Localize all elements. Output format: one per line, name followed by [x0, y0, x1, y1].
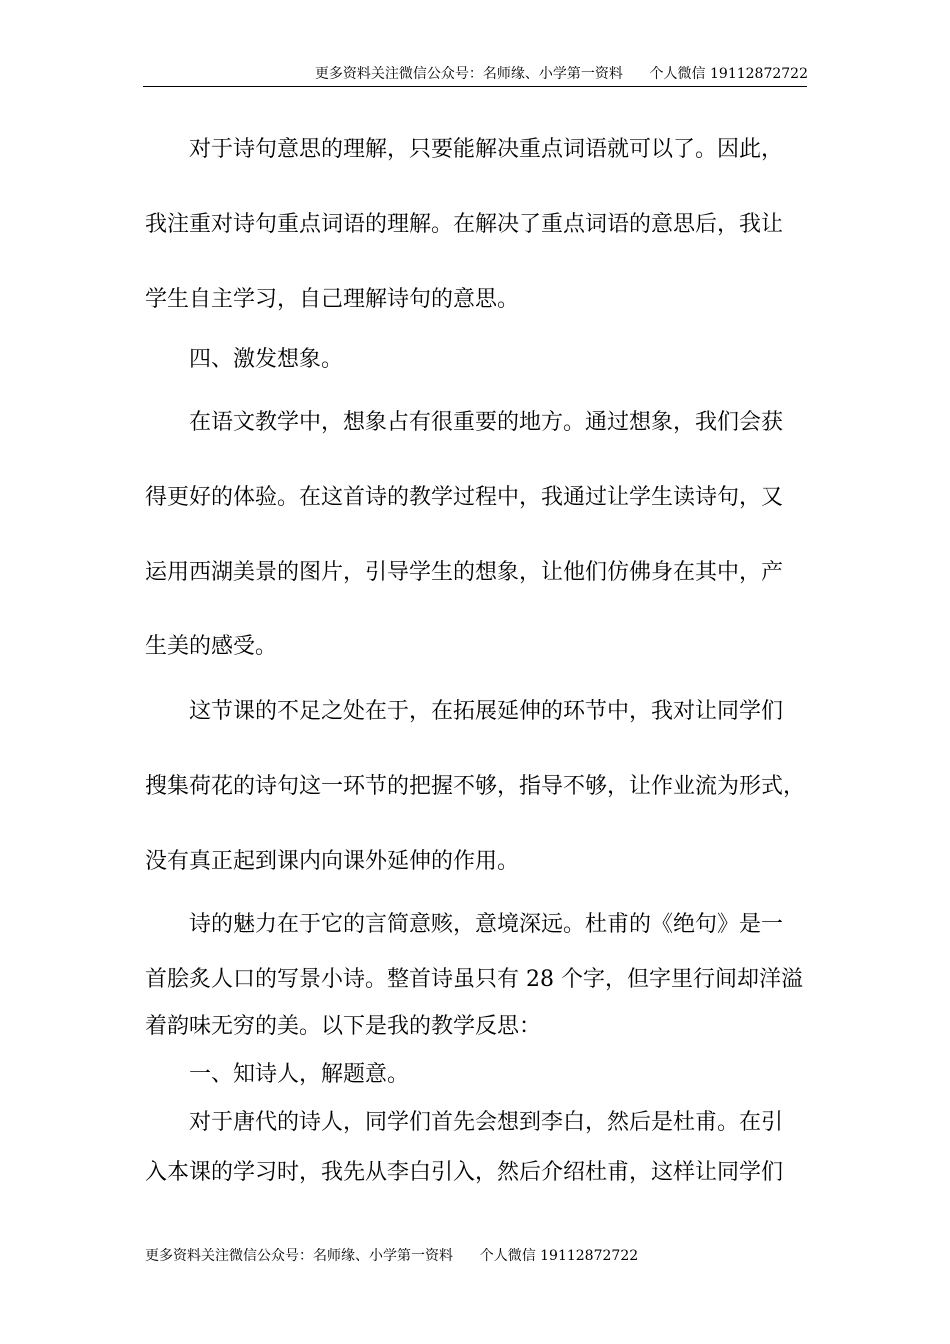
text-line: 诗的魅力在于它的言简意赅，意境深远。杜甫的《绝句》是一: [145, 912, 784, 937]
text-line: 学生自主学习，自己理解诗句的意思。: [145, 287, 520, 312]
text-line: 这节课的不足之处在于，在拓展延伸的环节中，我对让同学们: [145, 699, 784, 724]
text-line: 搜集荷花的诗句这一环节的把握不够，指导不够，让作业流为形式，: [145, 774, 806, 799]
section-heading: 一、知诗人，解题意。: [145, 1062, 410, 1087]
text-line: 得更好的体验。在这首诗的教学过程中，我通过让学生读诗句，又: [145, 485, 784, 510]
text-line: 首脍炙人口的写景小诗。整首诗虽只有 28 个字，但字里行间却洋溢: [145, 967, 803, 992]
text-line: 在语文教学中，想象占有很重要的地方。通过想象，我们会获: [145, 410, 784, 435]
section-heading: 四、激发想象。: [145, 347, 344, 372]
text-line: 我注重对诗句重点词语的理解。在解决了重点词语的意思后，我让: [145, 212, 784, 237]
text-line: 没有真正起到课内向课外延伸的作用。: [145, 849, 520, 874]
text-line: 运用西湖美景的图片，引导学生的想象，让他们仿佛身在其中，产: [145, 560, 784, 585]
header-divider: [143, 86, 807, 87]
text-line: 对于唐代的诗人，同学们首先会想到李白，然后是杜甫。在引: [145, 1110, 784, 1135]
text-line: 对于诗句意思的理解，只要能解决重点词语就可以了。因此，: [145, 137, 784, 162]
text-line: 入本课的学习时，我先从李白引入，然后介绍杜甫，这样让同学们: [145, 1160, 784, 1185]
footer-text: 更多资料关注微信公众号：名师缘、小学第一资料 个人微信 19112872722: [145, 1248, 639, 1264]
text-line: 生美的感受。: [145, 634, 278, 659]
header-text: 更多资料关注微信公众号：名师缘、小学第一资料 个人微信 19112872722: [314, 66, 808, 82]
text-line: 着韵味无穷的美。以下是我的教学反思：: [145, 1014, 542, 1039]
